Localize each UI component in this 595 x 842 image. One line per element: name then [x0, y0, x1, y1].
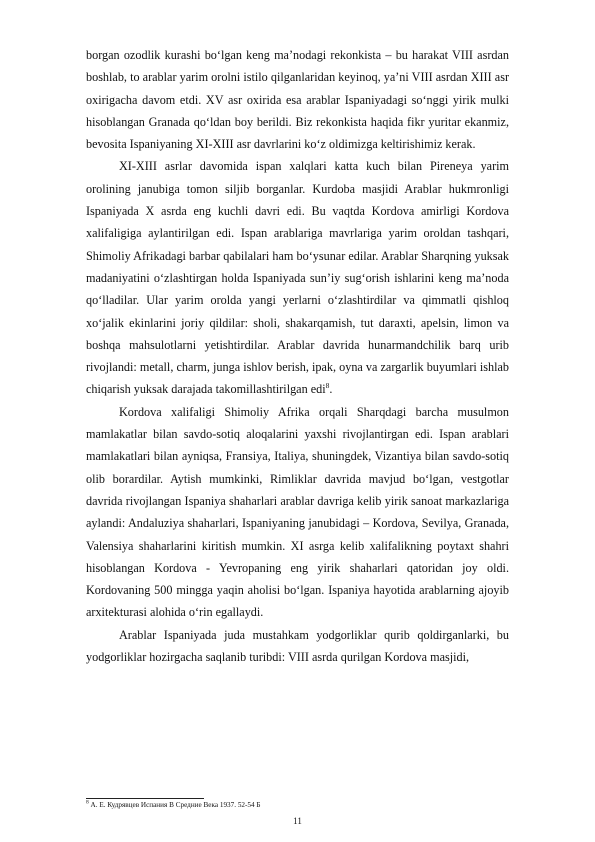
paragraph-3-text: Kordova xalifaligi Shimoliy Afrika orqali Sharqdagi barcha musulmon mamlakatlar bilan savdo-sotiq aloqalarini yaxshi rivojlantirgan edi. Ispan arablari mamlakatlari bilan ayniqsa, Fransiya, Italiya, shuningdek, Vizantiya bilan savdo-sotiq olib borardilar. Aytish mumkinki, Rimliklar davrida mavjud bo‘lgan, vestgotlar davrida rivojlangan Ispaniya shaharlari arablar davriga kelib yirik sanoat markazlariga aylandi: Andaluziya shaharlari, Ispaniyaning janubidagi – Kordova, Sevilya, Granada, Valensiya shaharlarini kiritish mumkin. XI asrga kelib xalifalikning poytaxt shahri hisoblangan Kordova - Yevropaning eng yirik shaharlari qatoridan joy oldi. Kordovaning 500 mingga yaqin aholisi bo‘lgan. Ispaniya hayotida arablarning ajoyib arxitekturasi alohida o‘rin egallaydi. [86, 404, 509, 620]
footnote-text: А. Е. Кудрявцев Испания В Средние Века 1937. 52-54 Б [88, 801, 261, 809]
footnote [86, 801, 261, 810]
page-number: 11 [293, 816, 302, 826]
paragraph-4 [86, 624, 509, 669]
footnote-reference[interactable]: 8 [325, 381, 330, 391]
document-body [86, 44, 509, 668]
paragraph-2 [86, 155, 509, 400]
paragraph-4-text: Arablar Ispaniyada juda mustahkam yodgorliklar qurib qoldirganlarki, bu yodgorliklar hozirgacha saqlanib turibdi: VIII asrda qurilgan Kordova masjidi, [86, 627, 509, 665]
paragraph-2-text: XI-XIII asrlar davomida ispan xalqlari katta kuch bilan Pireneya yarim orolining janubiga tomon siljib borganlar. Kurdoba masjidi Arablar hukmronligi Ispaniyada X asrda eng kuchli davri edi. Bu vaqtda Kordova amirligi Kordova xalifaligiga aylantirilgan edi. Ispan arablariga mavrlariga yarim oroldan tashqari, Shimoliy Afrikadagi barbar qabilalari ham bo‘ysunar edilar. Arablar Sharqning yuksak madaniyatini o‘zlashtirgan holda Ispaniyada sun’iy sug‘orish ishlarini keng ma’noda qo‘lladilar. Ular yarim orolda yangi yerlarni o‘zlashtirdilar va qimmatli qishloq xo‘jalik ekinlarini joriy qildilar: sholi, shakarqamish, tut daraxti, apelsin, limon va boshqa mahsulotlarni yetishtirdilar. Arablar davrida hunarmandchilik barq urib rivojlandi: metall, charm, junga ishlov berish, ipak, oyna va zargarlik buyumlari ishlab chiqarish yuksak darajada takomillashtirilgan edi [86, 159, 509, 397]
paragraph-2-tail: . [329, 382, 333, 397]
footnote-number: 8 [86, 799, 89, 806]
paragraph-1-text: borgan ozodlik kurashi bo‘lgan keng ma’nodagi rekonkista – bu harakat VIII asrdan boshlab, to arablar yarim orolni istilo qilganlaridan keyinoq, ya’ni VIII asrdan XIII asr oxirigacha davom etdi. XV asr oxirida esa arablar Ispaniyadagi so‘nggi yirik mulki hisoblangan Granada qo‘ldan boy berildi. Biz rekonkista haqida fikr yuritar ekanmiz, bevosita Ispaniyaning XI-XIII asr davrlarini ko‘z oldimizga keltirishimiz kerak. [86, 48, 509, 152]
paragraph-1 [86, 44, 509, 155]
footnote-divider [86, 798, 204, 799]
paragraph-3 [86, 401, 509, 624]
